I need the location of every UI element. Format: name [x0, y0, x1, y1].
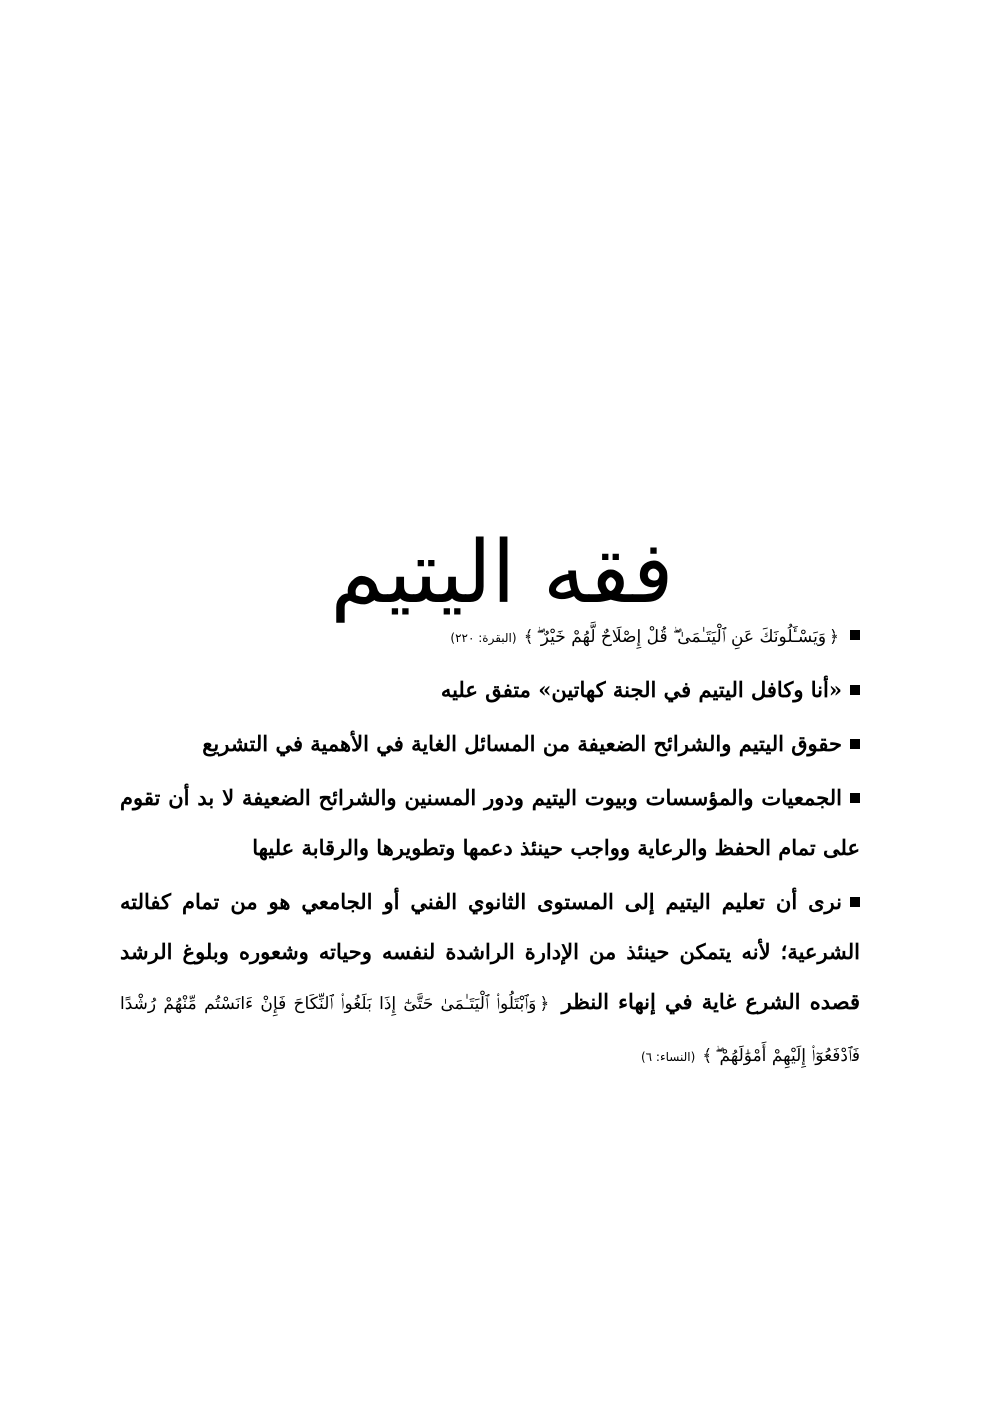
square-bullet-icon — [850, 793, 860, 803]
page-title: فقه اليتيم — [330, 522, 674, 623]
quran-verse: وَٱبْتَلُوا۟ ٱلْيَتَـٰمَىٰ حَتَّىٰٓ إِذَا بَلَغُوا۟ ٱلنِّكَاحَ فَإِنْ ءَانَسْتُم مِّنْهُمْ رُشْدًا فَٱدْفَعُوٓا۟ إِلَيْهِمْ أَمْوَٰلَهُمْ ۖ — [120, 994, 860, 1066]
square-bullet-icon — [850, 897, 860, 907]
list-item — [120, 665, 860, 715]
quran-brace-close: ﴾ — [702, 1046, 713, 1066]
list-item — [120, 877, 860, 1082]
quran-verse: وَيَسْـَٔلُونَكَ عَنِ ٱلْيَتَـٰمَىٰ ۖ قُلْ إِصْلَاحٌ لَّهُمْ خَيْرٌ ۖ — [536, 627, 827, 647]
verse-reference: (النساء: ٦) — [640, 1050, 696, 1064]
list-item — [120, 773, 860, 873]
bullet-list — [120, 612, 860, 1086]
list-item-text: نرى أن تعليم اليتيم إلى المستوى الثانوي الفني أو الجامعي هو من تمام كفالته الشرعية؛ لأنه يتمكن حينئذ من الإدارة الراشدة لنفسه وحياته وشعوره وبلوغ الرشد قصده الشرع غاية في إنهاء النظر — [120, 889, 860, 1014]
list-item-text: حقوق اليتيم والشرائح الضعيفة من المسائل الغاية في الأهمية في التشريع — [202, 731, 842, 756]
list-item-text: «أنا وكافل اليتيم في الجنة كهاتين» متفق عليه — [440, 677, 842, 702]
square-bullet-icon — [850, 685, 860, 695]
quran-brace-open: ﴿ — [539, 994, 550, 1014]
verse-reference: (البقرة: ٢٢٠) — [450, 631, 517, 645]
quran-brace-close: ﴾ — [523, 627, 534, 647]
square-bullet-icon — [850, 630, 860, 640]
list-item — [120, 719, 860, 769]
quran-brace-open: ﴿ — [829, 627, 839, 647]
list-item — [120, 612, 860, 661]
square-bullet-icon — [850, 739, 860, 749]
list-item-text: الجمعيات والمؤسسات وبيوت اليتيم ودور المسنين والشرائح الضعيفة لا بد أن تقوم على تمام الحفظ والرعاية وواجب حينئذ دعمها وتطويرها والرقابة عليها — [120, 785, 860, 860]
